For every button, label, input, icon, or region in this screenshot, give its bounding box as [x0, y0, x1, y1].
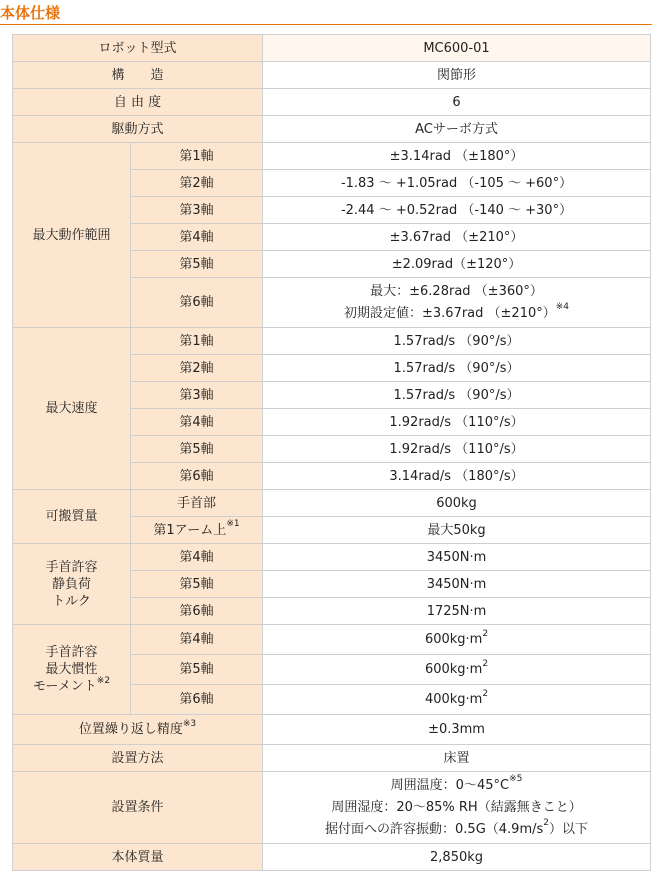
axis-label: 第6軸 [131, 278, 263, 328]
axis-label: 第3軸 [131, 382, 263, 409]
axis-value: ±3.67rad （±210°） [263, 224, 651, 251]
axis-value: -2.44 〜 +0.52rad （-140 〜 +30°） [263, 197, 651, 224]
group-label: 手首許容 静負荷 トルク [13, 544, 131, 625]
axis-label: 第2軸 [131, 355, 263, 382]
axis-value: -1.83 〜 +1.05rad （-105 〜 +60°） [263, 170, 651, 197]
table-row [13, 35, 651, 62]
axis-label: 第5軸 [131, 436, 263, 463]
footnote-mark: ※4 [555, 302, 570, 313]
axis-label: 第6軸 [131, 463, 263, 490]
axis-label: 第1軸 [131, 143, 263, 170]
footnote-mark: ※2 [96, 675, 111, 686]
row-value: 2,850kg [263, 844, 651, 871]
axis-label: 第4軸 [131, 625, 263, 655]
table-row [13, 844, 651, 871]
row-label: 設置方法 [13, 745, 263, 772]
table-row [13, 544, 651, 571]
footnote-mark: ※5 [509, 774, 523, 785]
axis-label: 第4軸 [131, 224, 263, 251]
axis-value: 1725N·m [263, 598, 651, 625]
group-label: 最大速度 [13, 328, 131, 490]
axis-value: 1.57rad/s （90°/s） [263, 328, 651, 355]
table-row [13, 116, 651, 143]
axis-label: 第4軸 [131, 544, 263, 571]
axis-label: 第5軸 [131, 571, 263, 598]
axis-label: 第2軸 [131, 170, 263, 197]
group-label: 可搬質量 [13, 490, 131, 544]
axis-label: 第4軸 [131, 409, 263, 436]
title-divider [0, 24, 652, 25]
spec-table [12, 34, 651, 871]
condition-vibration: 据付面への許容振動：$0.5G(4.9m/s^2)$以下 [325, 818, 589, 837]
row-value: ±0.3mm [263, 715, 651, 745]
axis-value-max: 最大：±6.28rad （±360°） [370, 283, 543, 299]
axis-value: ±3.14rad （±180°） [263, 143, 651, 170]
payload-value: 600kg [263, 490, 651, 517]
axis-value [263, 278, 651, 328]
row-value: MC600-01 [263, 35, 651, 62]
payload-label: 第1アーム上$^{※1}$ [131, 517, 263, 544]
page-title: 本体仕様 [0, 4, 61, 22]
axis-label: 第3軸 [131, 197, 263, 224]
row-label: ロボット型式 [13, 35, 263, 62]
axis-value: 3450N·m [263, 544, 651, 571]
row-value [263, 772, 651, 844]
table-row [13, 772, 651, 844]
table-row [13, 625, 651, 655]
row-label: 位置繰り返し精度$^{※3}$ [13, 715, 263, 745]
axis-label: 第6軸 [131, 598, 263, 625]
row-value: 床置 [263, 745, 651, 772]
axis-value: $600kg\cdot m^2$ [263, 655, 651, 685]
row-value: 6 [263, 89, 651, 116]
axis-value: $400kg\cdot m^2$ [263, 685, 651, 715]
condition-humidity: 周囲湿度：20〜85% RH（結露無きこと） [331, 799, 582, 815]
table-row [13, 62, 651, 89]
row-label: 本体質量 [13, 844, 263, 871]
table-row [13, 328, 651, 355]
axis-value: 3.14rad/s （180°/s） [263, 463, 651, 490]
table-row [13, 715, 651, 745]
group-label: 手首許容 最大慣性 モーメント$^{※2}$ [13, 625, 131, 715]
footnote-mark: ※3 [182, 718, 197, 729]
table-row [13, 143, 651, 170]
payload-value: 最大50kg [263, 517, 651, 544]
axis-value: 1.57rad/s （90°/s） [263, 355, 651, 382]
axis-value: 1.57rad/s （90°/s） [263, 382, 651, 409]
payload-label: 手首部 [131, 490, 263, 517]
axis-value: ±2.09rad（±120°） [263, 251, 651, 278]
row-label: 構 造 [13, 62, 263, 89]
axis-label: 第5軸 [131, 251, 263, 278]
row-value: 関節形 [263, 62, 651, 89]
footnote-mark: ※1 [226, 519, 240, 530]
axis-label: 第5軸 [131, 655, 263, 685]
table-row [13, 89, 651, 116]
row-label: 自 由 度 [13, 89, 263, 116]
axis-value: 1.92rad/s （110°/s） [263, 409, 651, 436]
axis-label: 第1軸 [131, 328, 263, 355]
axis-value: $600kg\cdot m^2$ [263, 625, 651, 655]
table-row [13, 490, 651, 517]
row-label: 設置条件 [13, 772, 263, 844]
axis-value: 1.92rad/s （110°/s） [263, 436, 651, 463]
row-label: 駆動方式 [13, 116, 263, 143]
condition-temperature: 周囲温度：0〜$45^\circ C^{※5}$ [390, 774, 523, 793]
axis-value: 3450N·m [263, 571, 651, 598]
axis-label: 第6軸 [131, 685, 263, 715]
table-row [13, 745, 651, 772]
group-label: 最大動作範囲 [13, 143, 131, 328]
axis-value-initial: 初期設定値：±3.67rad $(\pm 210^\circ)^{※4}$ [344, 302, 570, 321]
row-value: ACサーボ方式 [263, 116, 651, 143]
